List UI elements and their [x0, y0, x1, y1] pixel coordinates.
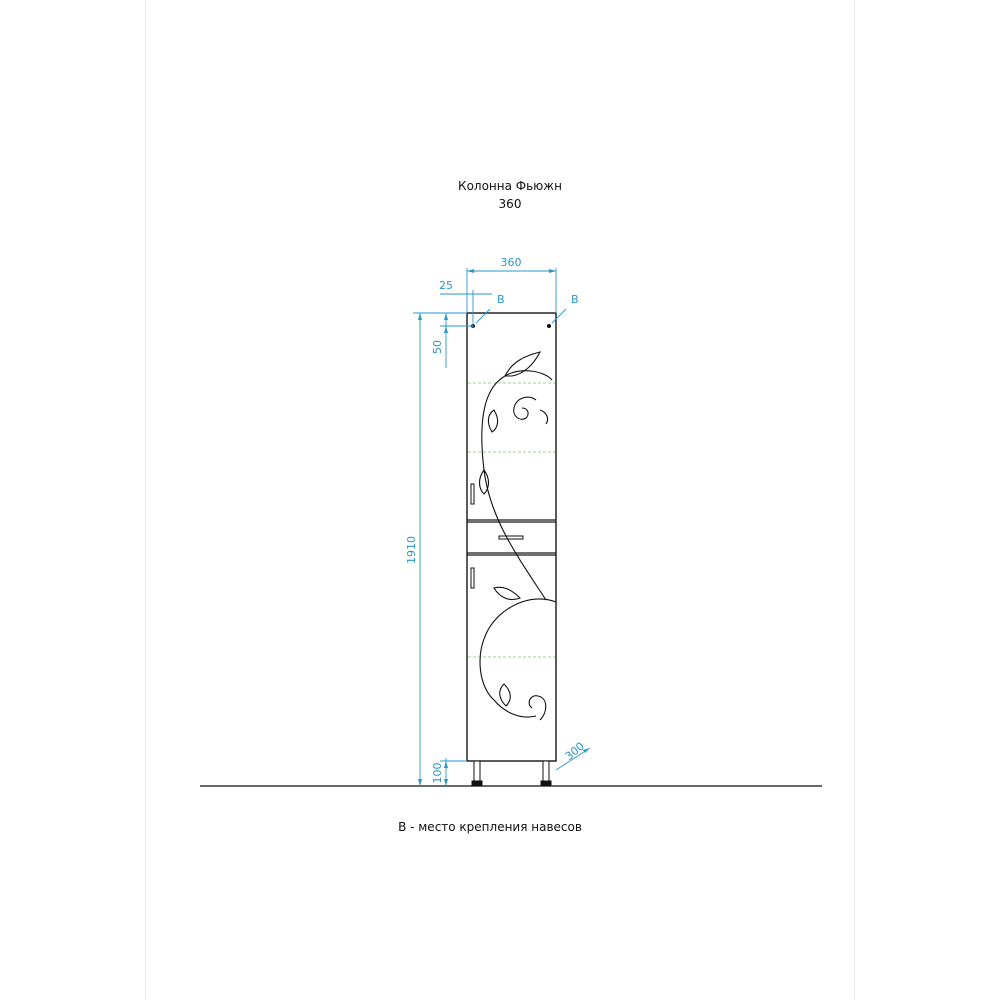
marker-leader-right [552, 309, 566, 323]
leg-height-label: 100 [431, 762, 444, 784]
height-label: 1910 [405, 536, 418, 564]
lower-door-handle [471, 568, 474, 588]
arrow-icon [444, 761, 448, 768]
vine-curve [480, 599, 556, 700]
title-product-name: Колонна Фьюжн [458, 179, 562, 193]
marker-leader-left [476, 309, 490, 323]
leaf-icon [488, 410, 497, 432]
leaf-icon [505, 352, 540, 376]
marker-label-left: В [497, 293, 505, 306]
arrow-icon [444, 313, 448, 320]
arrow-icon [418, 313, 422, 320]
marker-label-right: В [571, 293, 579, 306]
hanging-point-right [547, 324, 551, 328]
title-product-width: 360 [498, 197, 522, 211]
vine-curve [494, 700, 536, 717]
offset-label: 25 [439, 279, 453, 292]
depth-label: 300 [562, 739, 587, 764]
leg-right-foot [541, 781, 551, 786]
arrow-icon [444, 326, 448, 333]
legend-caption: В - место крепления навесов [398, 820, 582, 834]
width-label: 360 [500, 256, 522, 269]
handles [471, 484, 523, 588]
arrow-icon [467, 269, 474, 273]
leg-left [474, 761, 480, 781]
leg-right [543, 761, 549, 781]
swirl-curve [514, 397, 536, 419]
vine-curve [482, 371, 552, 600]
arrow-icon [549, 269, 556, 273]
top-offset-label: 50 [431, 340, 444, 354]
swirl-curve [540, 410, 548, 424]
drawer-handle [499, 536, 523, 539]
leg-left-foot [472, 781, 482, 786]
legs [472, 761, 551, 786]
arrow-icon [418, 779, 422, 786]
leaf-icon [500, 684, 511, 706]
upper-door-handle [471, 484, 474, 504]
arrow-icon [444, 779, 448, 786]
leaf-icon [494, 587, 520, 599]
